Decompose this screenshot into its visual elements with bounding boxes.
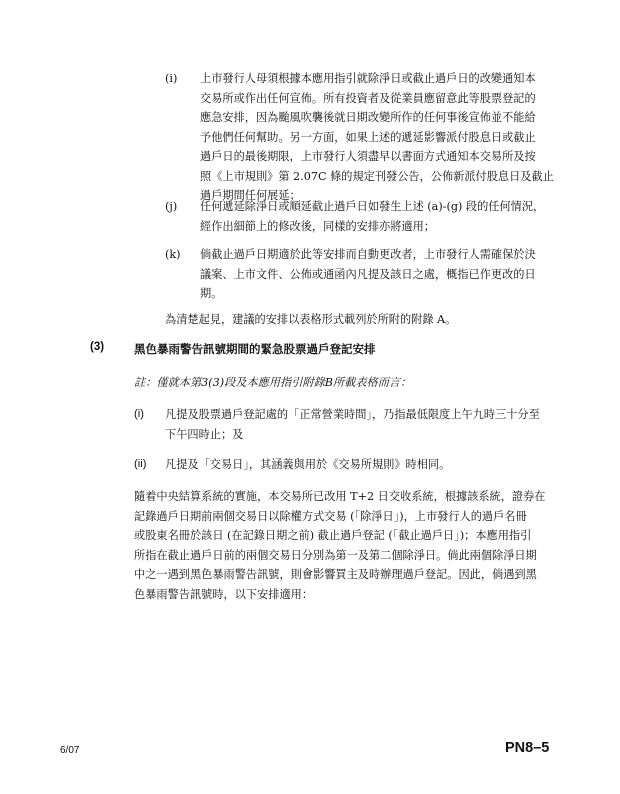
text-line: 色暴雨警告訊號時，以下安排適用： <box>134 587 314 601</box>
footer-date: 6/07 <box>60 745 80 756</box>
item-text <box>200 197 544 236</box>
text-line: 中之一遇到黑色暴雨警告訊號，則會影響買主及時辦理過戶登記。因此，倘遇到黑 <box>134 568 537 581</box>
section-number: (3) <box>90 341 105 353</box>
text-line: 隨着中央結算系統的實施，本交易所已改用 T+2 日交收系統，根據該系統，證券在 <box>134 490 546 503</box>
item-marker: (ii) <box>134 458 147 470</box>
item-text <box>200 245 536 304</box>
summary-paragraph: 為清楚起見，建議的安排以表格形式載列於所附的附錄 A。 <box>165 313 457 326</box>
page-number: PN8–5 <box>505 740 550 756</box>
text-line: 應急安排，因為颱風吹襲後就日期改變所作的任何事後宣佈並不能給 <box>200 111 536 124</box>
text-line: 記錄過戶日期前兩個交易日以除權方式交易 (「除淨日」)，上市發行人的過戶名冊 <box>134 509 527 523</box>
text-line: 任何遞延除淨日或順延截止過戶日如發生上述 (a)-(g) 段的任何情況， <box>200 200 545 213</box>
text-line: 倘截止過戶日期適於此等安排而自動更改者，上市發行人需確保於決 <box>200 248 536 261</box>
text-line: 經作出細節上的修改後，同樣的安排亦將適用； <box>200 219 435 233</box>
text-line: 所指在截止過戶日前的兩個交易日分別為第一及第二個除淨日。倘此兩個除淨日期 <box>134 548 537 562</box>
item-marker: (i) <box>165 72 178 85</box>
text-line: 予他們任何幫助。另一方面，如果上述的遞延影響派付股息日或截止 <box>200 130 536 144</box>
closing-paragraph <box>134 487 545 604</box>
text-line: 下午四時止；及 <box>165 427 244 441</box>
text-line: 議案、上市文件、公佈或通函內凡提及該日之處，概指已作更改的日 <box>200 267 536 281</box>
text-line: 交易所或作出任何宣佈。所有投資者及從業員應留意此等股票登記的 <box>200 91 536 105</box>
text-line: 凡提及「交易日」，其涵義與用於《交易所規則》時相同。 <box>165 458 451 471</box>
text-line: 過戶期間任何展延； <box>200 189 301 202</box>
text-line: 期。 <box>200 287 223 300</box>
section-title: 黑色暴雨警告訊號期間的緊急股票過戶登記安排 <box>134 342 376 356</box>
text-line: 上市發行人母須根據本應用指引就除淨日或截止過戶日的改變通知本 <box>200 72 536 85</box>
text-line: 凡提及股票過戶登記處的「正常營業時間」，乃指最低限度上午九時三十分至 <box>165 408 540 421</box>
item-marker: (i) <box>134 408 144 420</box>
text-line: 過戶日的最後期限，上市發行人須盡早以書面方式通知本交易所及按 <box>200 150 536 163</box>
item-marker: (j) <box>165 200 178 213</box>
section-note: 註：僅就本第3(3)段及本應用指引附錄B所載表格而言： <box>134 376 412 389</box>
item-text <box>165 455 450 475</box>
text-line: 或股東名冊於該日 (在記錄日期之前) 截止過戶登記 (「截止過戶日」)；本應用指引 <box>134 529 532 542</box>
text-line: 照《上市規則》第 2.07C 條的規定刊發公告，公佈新派付股息日及截止 <box>200 169 554 183</box>
item-text <box>165 405 540 444</box>
item-marker: (k) <box>165 248 181 261</box>
item-text <box>200 69 554 206</box>
